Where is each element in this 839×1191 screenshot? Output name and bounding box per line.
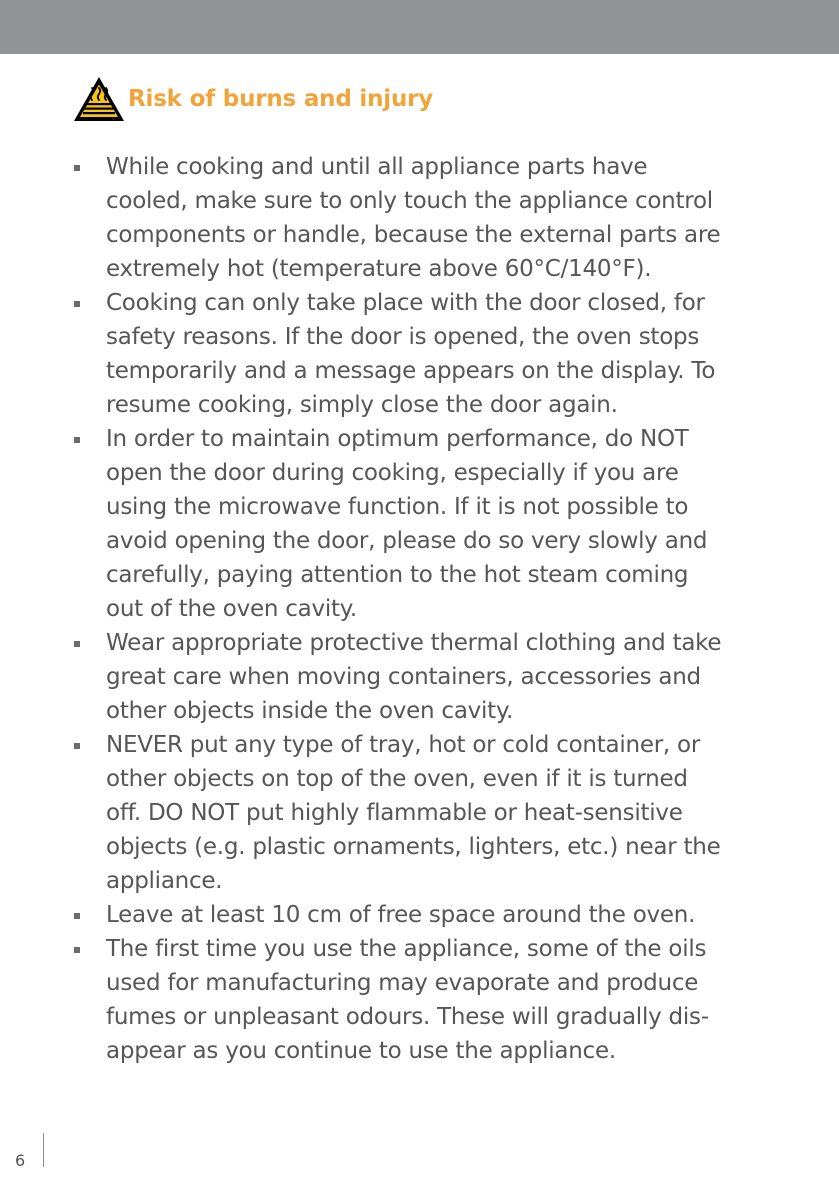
bullet-text-line: great care when moving containers, accessories and (106, 664, 701, 690)
page-number: 6 (15, 1151, 26, 1170)
bullet-text-line: fumes or unpleasant odours. These will gradually dis- (106, 1004, 709, 1030)
safety-bullet-item (72, 150, 772, 286)
square-bullet-icon (74, 743, 80, 749)
footer-divider (43, 1133, 44, 1167)
square-bullet-icon (74, 947, 80, 953)
safety-bullet-list (72, 150, 772, 1068)
bullet-text-line: cooled, make sure to only touch the appliance control (106, 188, 713, 214)
square-bullet-icon (74, 301, 80, 307)
bullet-text-line: objects (e.g. plastic ornaments, lighters, etc.) near the (106, 834, 721, 860)
bullet-text-line: temporarily and a message appears on the display. To (106, 358, 716, 384)
bullet-text-line: off. DO NOT put highly flammable or heat-sensitive (106, 800, 683, 826)
bullet-text-line: components or handle, because the external parts are (106, 222, 721, 248)
bullet-text-line: The first time you use the appliance, some of the oils (106, 936, 707, 962)
bullet-text-line: In order to maintain optimum performance, do NOT (106, 426, 689, 452)
safety-bullet-item (72, 932, 772, 1068)
square-bullet-icon (74, 165, 80, 171)
safety-bullet-item (72, 898, 772, 932)
bullet-text-line: carefully, paying attention to the hot steam coming (106, 562, 689, 588)
bullet-text-line: other objects on top of the oven, even if it is turned (106, 766, 688, 792)
bullet-text-line: Wear appropriate protective thermal clothing and take (106, 630, 722, 656)
safety-bullet-item (72, 626, 772, 728)
bullet-text-line: Cooking can only take place with the door closed, for (106, 290, 705, 316)
bullet-text-line: used for manufacturing may evaporate and produce (106, 970, 699, 996)
bullet-text-line: appear as you continue to use the appliance. (106, 1038, 616, 1064)
bullet-text-line: NEVER put any type of tray, hot or cold container, or (106, 732, 701, 758)
bullet-text-line: safety reasons. If the door is opened, the oven stops (106, 324, 700, 350)
bullet-text-line: out of the oven cavity. (106, 596, 357, 622)
square-bullet-icon (74, 913, 80, 919)
bullet-text-line: While cooking and until all appliance parts have (106, 154, 648, 180)
safety-bullet-item (72, 286, 772, 422)
section-title: Risk of burns and injury (128, 86, 434, 112)
bullet-text-line: extremely hot (temperature above 60°C/140°F). (106, 256, 652, 282)
bullet-text-line: avoid opening the door, please do so very slowly and (106, 528, 708, 554)
bullet-text-line: open the door during cooking, especially if you are (106, 460, 679, 486)
bullet-text-line: using the microwave function. If it is not possible to (106, 494, 689, 520)
bullet-text-line: resume cooking, simply close the door again. (106, 392, 618, 418)
top-header-band (0, 0, 839, 54)
bullet-text-line: other objects inside the oven cavity. (106, 698, 514, 724)
square-bullet-icon (74, 437, 80, 443)
safety-bullet-item (72, 422, 772, 626)
bullet-text-line: Leave at least 10 cm of free space around the oven. (106, 902, 696, 928)
square-bullet-icon (74, 641, 80, 647)
bullet-text-line: appliance. (106, 868, 223, 894)
hot-surface-warning-icon (72, 74, 126, 124)
safety-bullet-item (72, 728, 772, 898)
section-heading (72, 74, 433, 124)
